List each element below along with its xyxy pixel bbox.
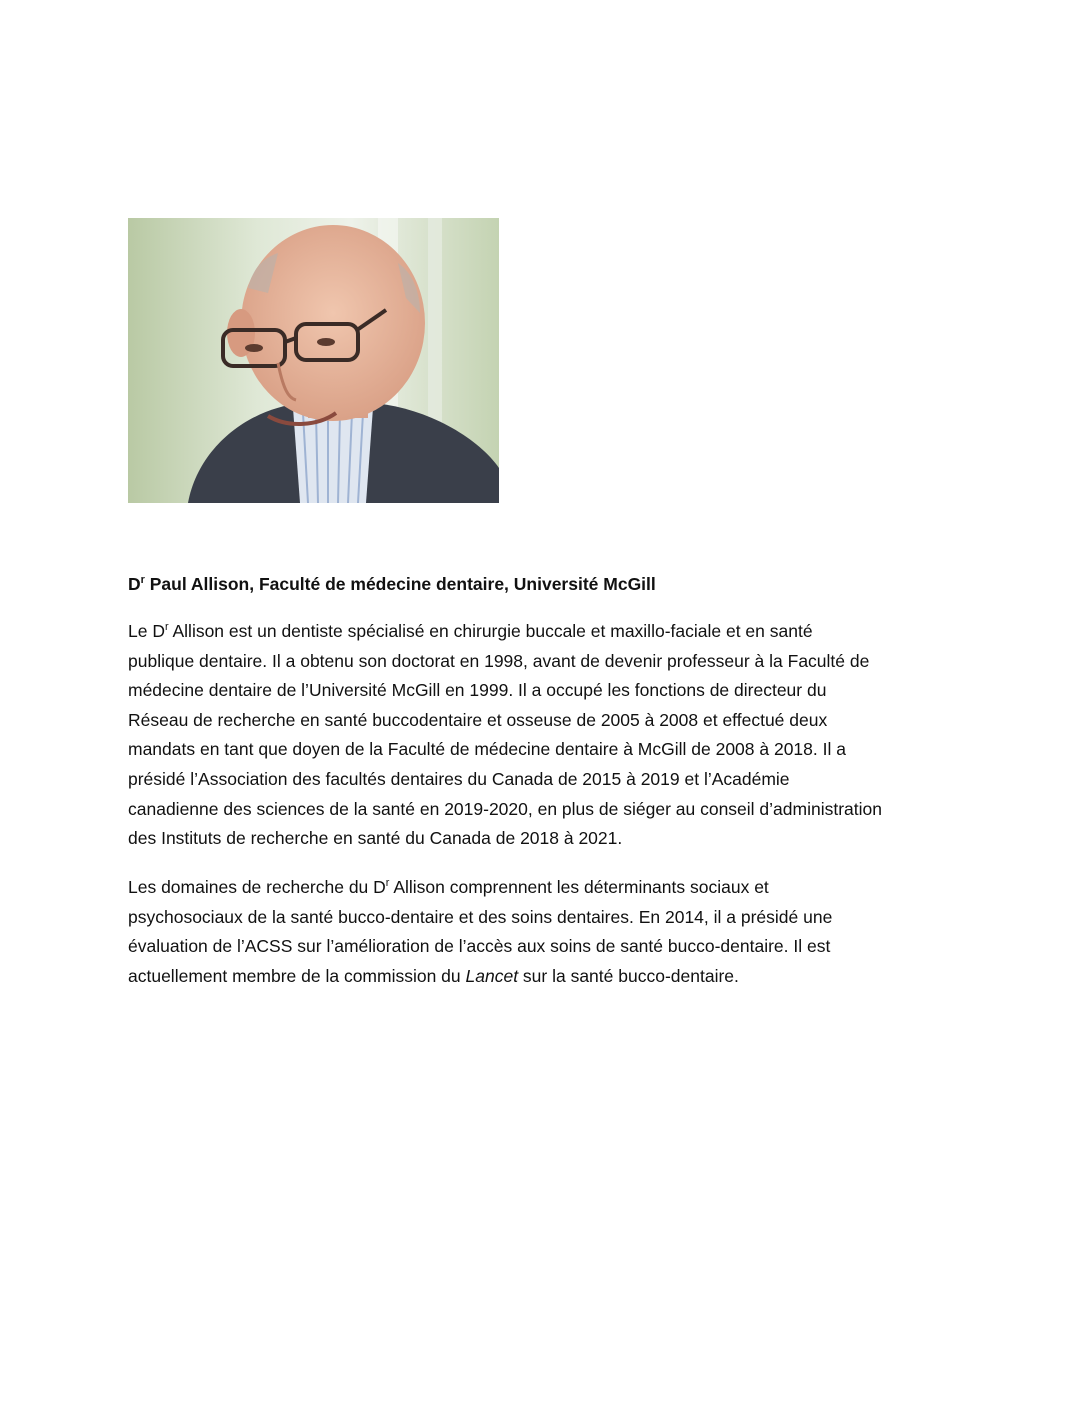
paragraph-line: publique dentaire. Il a obtenu son doctorat en 1998, avant de devenir professeur à la Faculté de [128, 650, 870, 671]
superscript: r [385, 877, 390, 890]
paragraph-line: évaluation de l’ACSS sur l’amélioration de l’accès aux soins de santé bucco-dentaire. Il est [128, 936, 831, 957]
paragraph-line: canadienne des sciences de la santé en 2019-2020, en plus de siéger au conseil d’administration [128, 798, 882, 819]
bio-paragraph-2 [128, 873, 968, 991]
paragraph-line [128, 962, 968, 992]
superscript: r [164, 621, 169, 634]
bio-heading [128, 572, 968, 596]
paragraph-line: médecine dentaire de l’Université McGill en 1999. Il a occupé les fonctions de directeur du [128, 680, 827, 701]
paragraph-line [128, 617, 968, 647]
paragraph-line [128, 873, 968, 903]
line-text: Le D [128, 621, 165, 641]
line-text: sur la santé bucco-dentaire. [518, 965, 739, 986]
paragraph-line: psychosociaux de la santé bucco-dentaire et des soins dentaires. En 2014, il a présidé une [128, 906, 833, 927]
bio-paragraph-1 [128, 617, 968, 854]
portrait-illustration [128, 218, 499, 503]
line-text: Allison est un dentiste spécialisé en chirurgie buccale et maxillo-faciale et en santé [168, 621, 813, 641]
heading-superscript: r [140, 574, 145, 587]
paragraph-line: Réseau de recherche en santé buccodentaire et osseuse de 2005 à 2008 et effectué deux [128, 709, 828, 730]
portrait-photo [128, 218, 499, 503]
journal-title: Lancet [465, 965, 519, 986]
line-text: Les domaines de recherche du D [128, 877, 386, 897]
heading-text: Paul Allison, Faculté de médecine dentaire, Université McGill [144, 574, 656, 594]
paragraph-line: présidé l’Association des facultés dentaires du Canada de 2015 à 2019 et l’Académie [128, 768, 790, 789]
paragraph-line: des Instituts de recherche en santé du Canada de 2018 à 2021. [128, 828, 623, 849]
line-text: actuellement membre de la commission du [128, 965, 466, 986]
paragraph-line: mandats en tant que doyen de la Faculté de médecine dentaire à McGill de 2008 à 2018. Il a [128, 739, 846, 760]
line-text: Allison comprennent les déterminants sociaux et [389, 877, 769, 897]
heading-prefix: D [128, 574, 141, 594]
